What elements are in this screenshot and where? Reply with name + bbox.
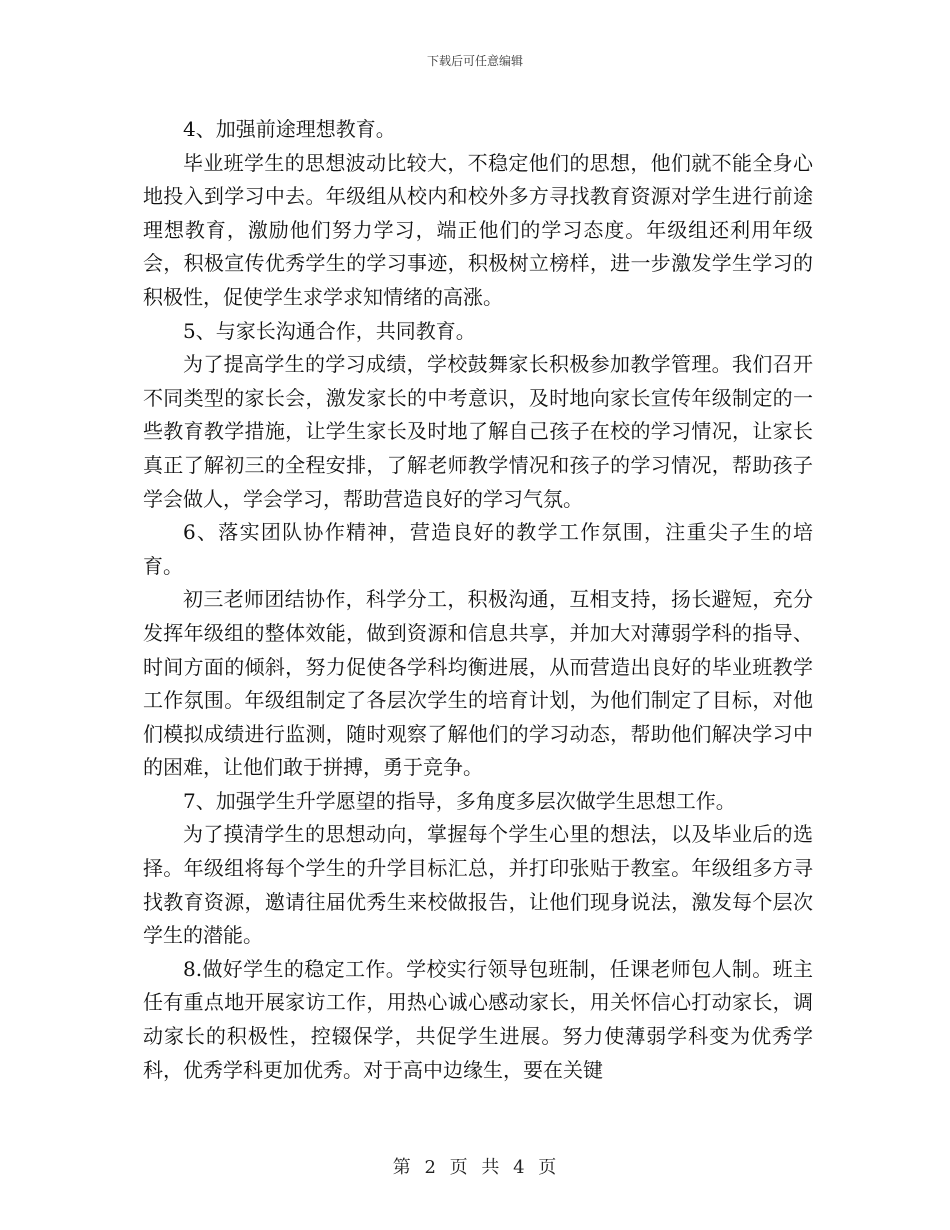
- page-header: 下载后可任意编辑: [426, 54, 523, 68]
- paragraph-6-body: 初三老师团结协作，科学分工，积极沟通，互相支持，扬长避短，充分发挥年级组的整体效能，做到资源和信息共享，并加大对薄弱学科的指导、时间方面的倾斜，努力促使各学科均衡进展，从而营造出良好的毕业班教学工作氛围。年级组制定了各层次学生的培育计划，为他们制定了目标，对他们模拟成绩进行监测，随时观察了解他们的学习动态，帮助他们解决学习中的困难，让他们敢于拼搏，勇于竞争。: [143, 587, 813, 780]
- heading-6: 6、落实团队协作精神，营造良好的教学工作氛围，注重尖子生的培育。: [143, 520, 813, 578]
- page-number: 第 2 页 共 4 页: [392, 1157, 558, 1178]
- heading-5: 5、与家长沟通合作，共同教育。: [183, 318, 476, 343]
- document-body: [143, 113, 813, 1087]
- paragraph-5-body: 为了提高学生的学习成绩，学校鼓舞家长积极参加教学管理。我们召开不同类型的家长会，激发家长的中考意识，及时地向家长宣传年级制定的一些教育教学措施，让学生家长及时地了解自己孩子在校的学习情况，让家长真正了解初三的全程安排，了解老师教学情况和孩子的学习情况，帮助孩子学会做人，学会学习，帮助营造良好的学习气氛。: [143, 352, 813, 511]
- paragraph-4-body: 毕业班学生的思想波动比较大，不稳定他们的思想，他们就不能全身心地投入到学习中去。年级组从校内和校外多方寻找教育资源对学生进行前途理想教育，激励他们努力学习，端正他们的学习态度。年级组还利用年级会，积极宣传优秀学生的学习事迹，积极树立榜样，进一步激发学生学习的积极性，促使学生求学求知情绪的高涨。: [143, 150, 813, 309]
- heading-4: 4、加强前途理想教育。: [183, 117, 396, 141]
- paragraph-8: 8.做好学生的稳定工作。学校实行领导包班制，任课老师包人制。班主任有重点地开展家访工作，用热心诚心感动家长，用关怀信心打动家长，调动家长的积极性，控辍保学，共促学生进展。努力使薄弱学科变为优秀学科，优秀学科更加优秀。对于高中边缘生，要在关键: [143, 956, 813, 1082]
- paragraph-7-body: 为了摸清学生的思想动向，掌握每个学生心里的想法，以及毕业后的选择。年级组将每个学生的升学目标汇总，并打印张贴于教室。年级组多方寻找教育资源，邀请往届优秀生来校做报告，让他们现身说法，激发每个层次学生的潜能。: [143, 822, 813, 948]
- heading-7: 7、加强学生升学愿望的指导，多角度多层次做学生思想工作。: [183, 788, 736, 813]
